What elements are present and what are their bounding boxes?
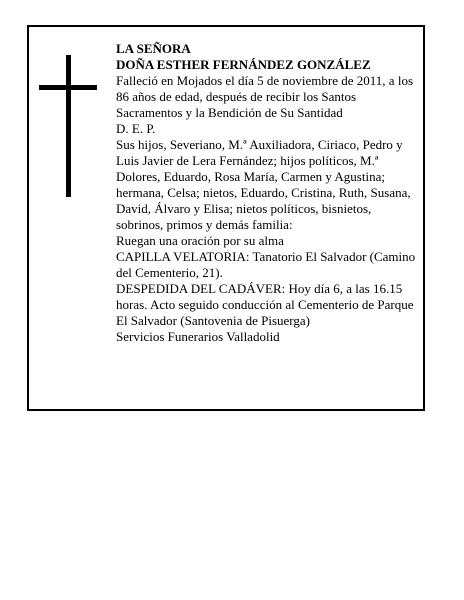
farewell-info: DESPEDIDA DEL CADÁVER: Hoy día 6, a las 16.15 horas. Acto seguido conducción al Cementerio de Parque El Salvador (Santovenia de Pisuerga) [116,281,414,328]
cross-icon [39,55,97,197]
obituary-text [116,41,420,345]
deceased-name: DOÑA ESTHER FERNÁNDEZ GONZÁLEZ [116,57,371,72]
obituary-title: LA SEÑORA [116,41,191,56]
rest-in-peace: D. E. P. [116,121,156,136]
family-list: Sus hijos, Severiano, M.ª Auxiliadora, Ciriaco, Pedro y Luis Javier de Lera Fernández; hijos políticos, M.ª Dolores, Eduardo, Rosa María, Carmen y Agustina; hermana, Celsa; nietos, Eduardo, Cristina, Ruth, Susana, David, Álvaro y Elisa; nietos políticos, bisnietos, sobrinos, primos y demás familia: [116,137,411,232]
obituary-notice [27,25,425,411]
chapel-info: CAPILLA VELATORIA: Tanatorio El Salvador (Camino del Cementerio, 21). [116,249,416,280]
death-notice: Falleció en Mojados el día 5 de noviembre de 2011, a los 86 años de edad, después de recibir los Santos Sacramentos y la Bendición de Su Santidad [116,73,414,120]
funeral-services: Servicios Funerarios Valladolid [116,329,280,344]
cross-horizontal-bar [39,85,97,90]
cross-vertical-bar [66,55,71,197]
prayer-request: Ruegan una oración por su alma [116,233,284,248]
